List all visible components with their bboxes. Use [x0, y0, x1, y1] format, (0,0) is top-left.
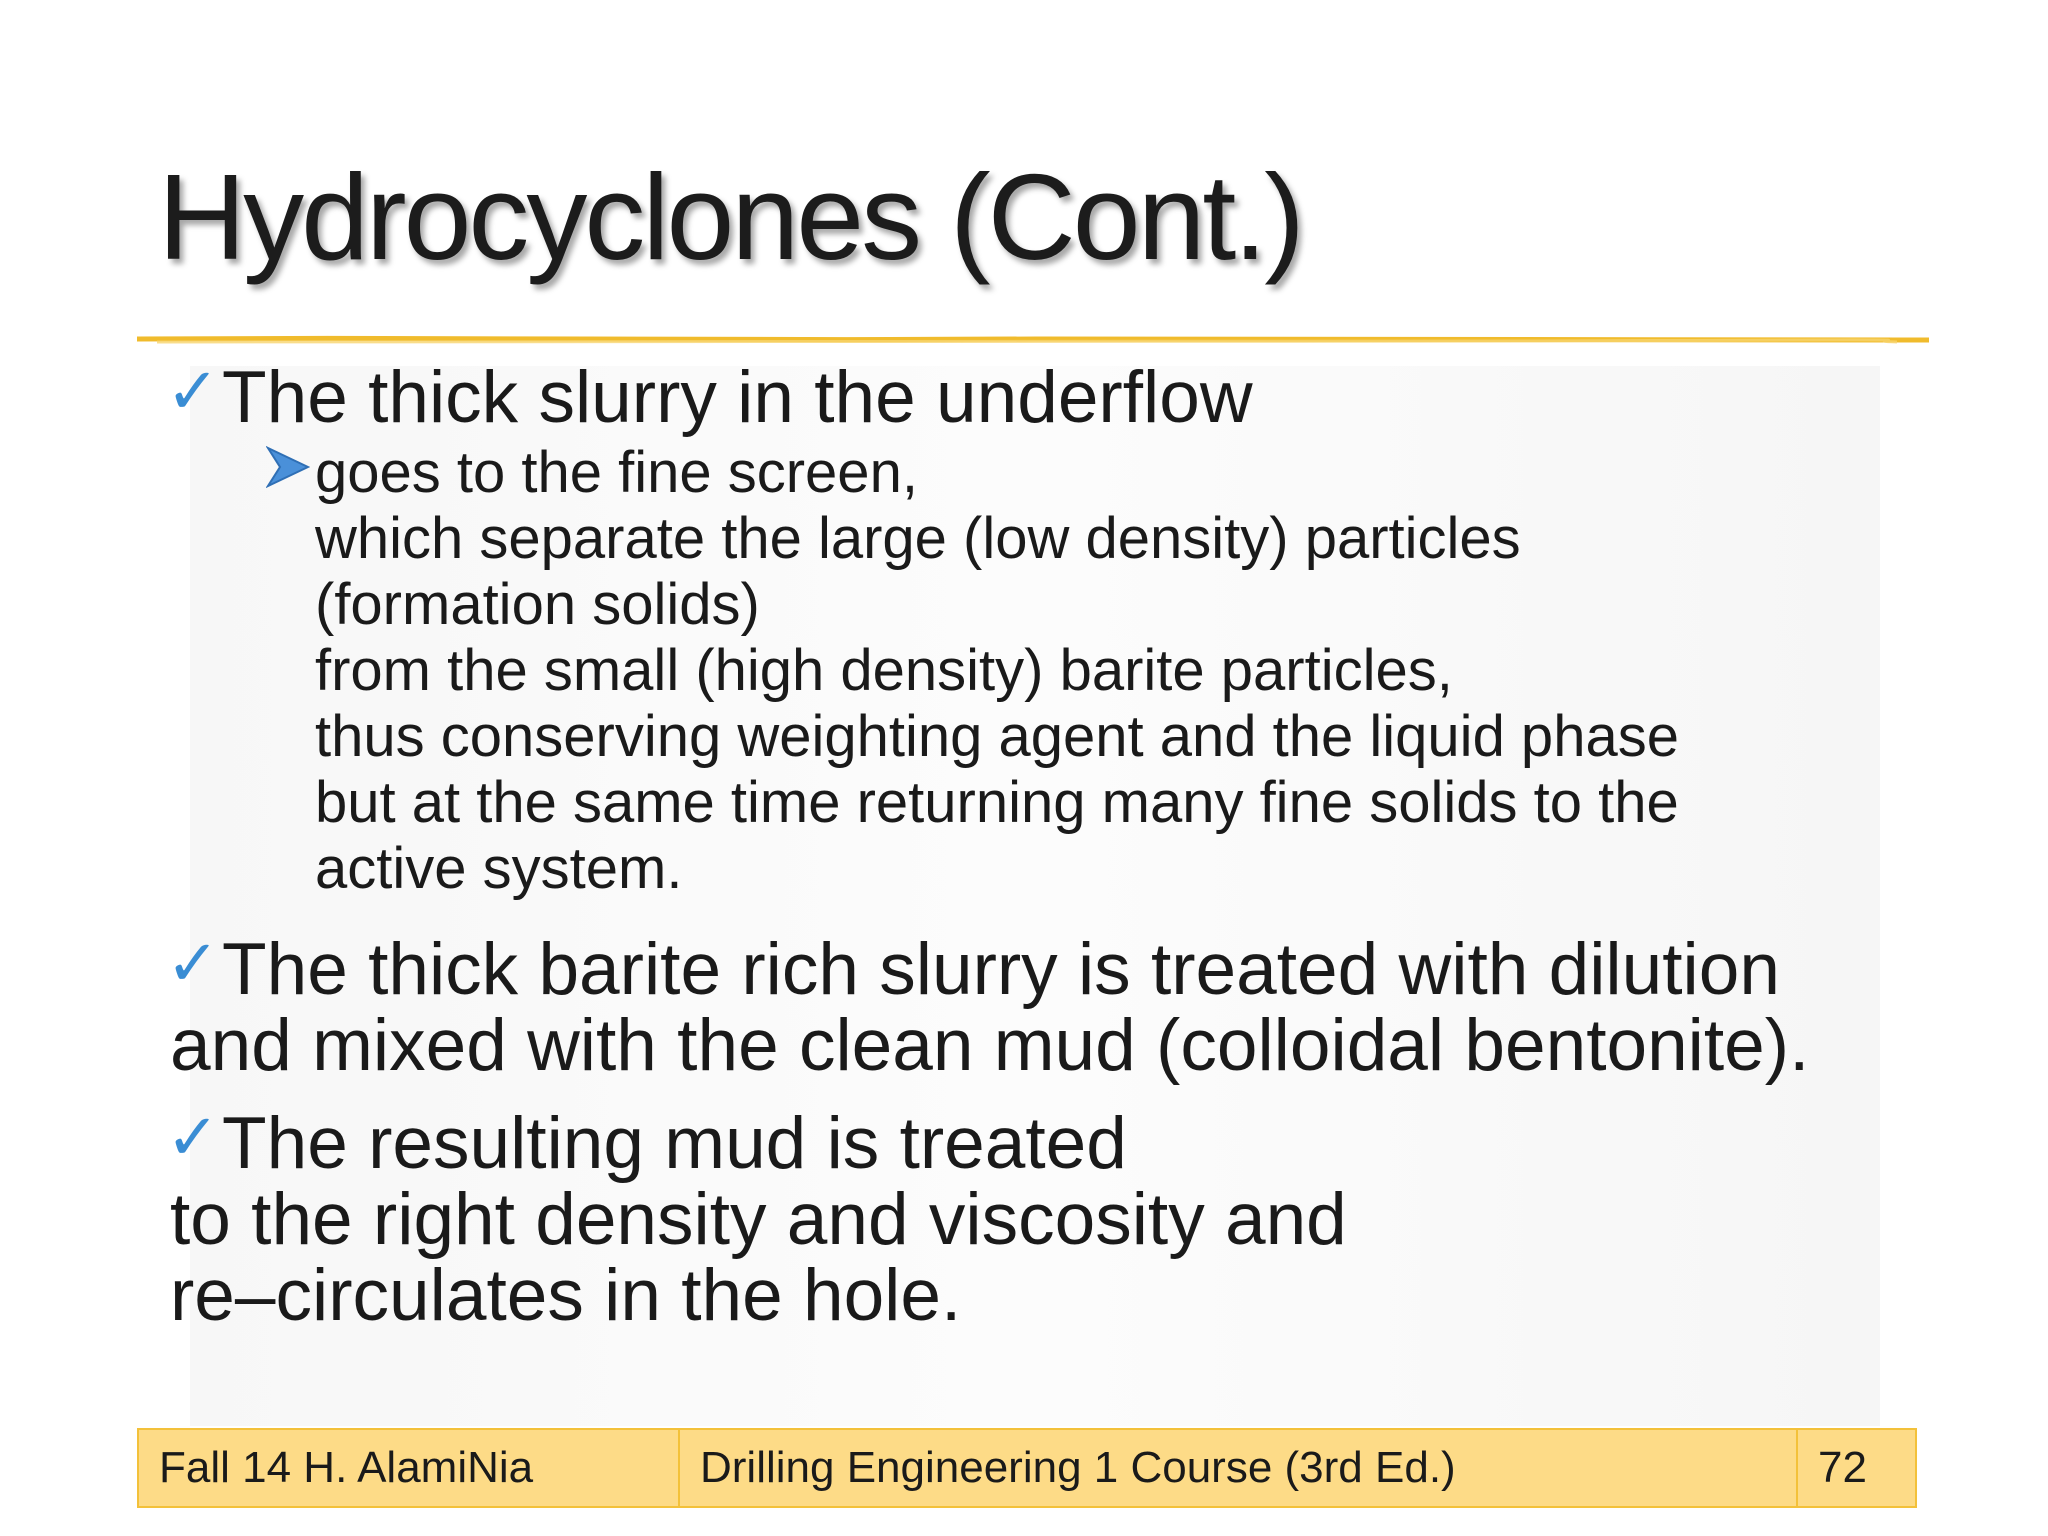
bullet-item [160, 1101, 1920, 1336]
sub-bullet-text: (formation solids) [315, 572, 760, 637]
sub-bullet-text: from the small (high density) barite particles, [315, 638, 1453, 703]
sub-bullet-text: thus conserving weighting agent and the liquid phase [315, 704, 1679, 769]
slide-title: Hydrocyclones (Cont.) [158, 149, 1302, 285]
sub-bullet-item [160, 440, 1920, 902]
footer-author: Fall 14 H. AlamiNia [139, 1430, 680, 1506]
bullet-text: The thick slurry in the underflow [222, 357, 1253, 438]
bullet-item [160, 355, 1920, 438]
bullet-text: to the right density and viscosity and [170, 1179, 1347, 1260]
checkmark-icon: ✓ [166, 927, 220, 1001]
bullet-text: and mixed with the clean mud (colloidal bentonite). [170, 1005, 1810, 1086]
sub-bullet-text: but at the same time returning many fine solids to the [315, 770, 1679, 835]
sub-bullet-text: goes to the fine screen, [315, 440, 918, 505]
checkmark-icon: ✓ [166, 1101, 220, 1175]
title-divider [137, 334, 1929, 346]
checkmark-icon: ✓ [166, 355, 220, 429]
bullet-text: The thick barite rich slurry is treated with dilution [222, 929, 1780, 1010]
bullet-item [160, 927, 1920, 1086]
slide-footer [137, 1428, 1917, 1508]
page-number: 72 [1818, 1443, 1867, 1492]
bullet-text: re–circulates in the hole. [170, 1255, 962, 1336]
sub-bullet-text: active system. [315, 836, 683, 901]
bullet-text: The resulting mud is treated [222, 1103, 1127, 1184]
arrow-right-icon [266, 446, 310, 488]
content-body [160, 355, 1920, 1336]
footer-course-title: Drilling Engineering 1 Course (3rd Ed.) [680, 1430, 1798, 1506]
sub-bullet-text: which separate the large (low density) particles [315, 506, 1521, 571]
